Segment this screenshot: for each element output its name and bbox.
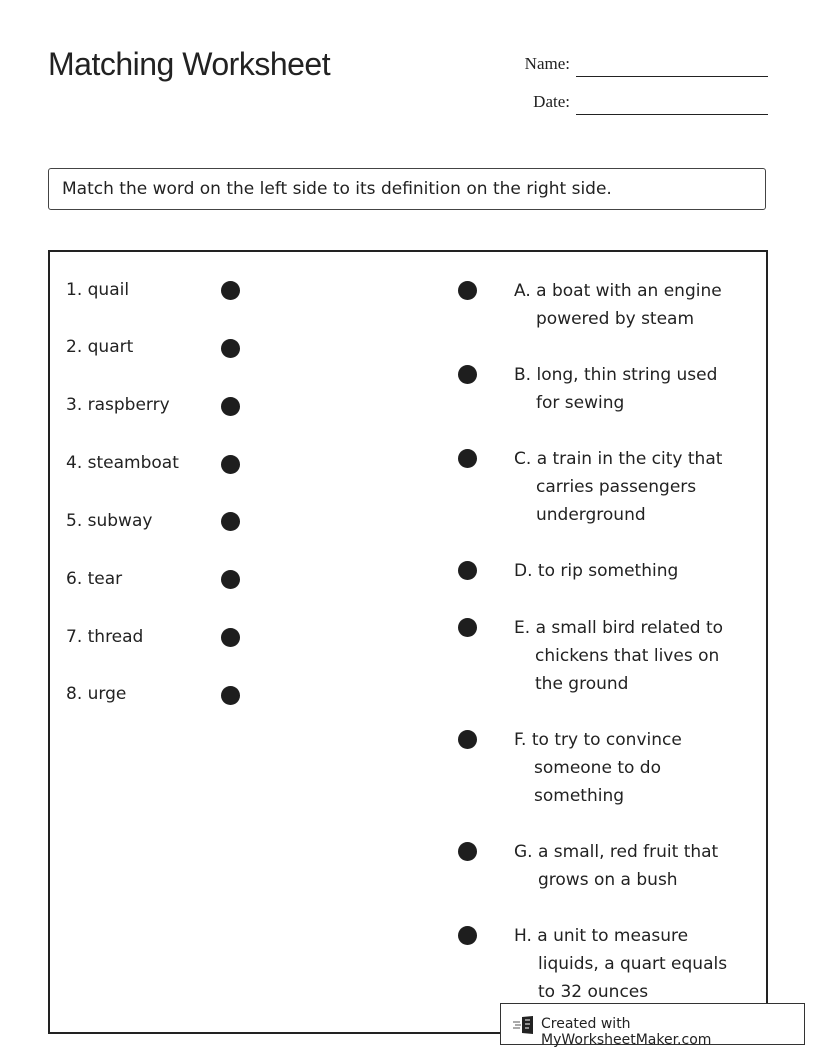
word-match-dot[interactable] [221,628,240,647]
word-item: 6. tear [66,569,123,589]
page-title: Matching Worksheet [48,46,331,82]
worksheet-maker-logo-icon [513,1015,535,1035]
definition-item: H. a unit to measure liquids, a quart equals to 32 ounces [514,926,728,1002]
word-item: 2. quart [66,337,134,357]
word-item: 3. raspberry [66,395,170,415]
definition-item: B. long, thin string used for sewing [514,365,718,413]
word-item: 8. urge [66,684,127,704]
definition-item: E. a small bird related to chickens that lives on the ground [514,618,724,694]
word-item: 7. thread [66,627,144,647]
word-match-dot[interactable] [221,570,240,589]
definition-match-dot[interactable] [458,730,477,749]
definition-match-dot[interactable] [458,618,477,637]
definition-match-dot[interactable] [458,842,477,861]
date-label: Date: [533,92,570,111]
word-match-dot[interactable] [221,455,240,474]
definition-match-dot[interactable] [458,281,477,300]
definition-match-dot[interactable] [458,449,477,468]
definition-item: C. a train in the city that carries passengers underground [514,449,723,525]
name-input-line[interactable] [576,76,768,77]
word-match-dot[interactable] [221,512,240,531]
definition-match-dot[interactable] [458,561,477,580]
word-match-dot[interactable] [221,281,240,300]
definition-match-dot[interactable] [458,926,477,945]
word-match-dot[interactable] [221,397,240,416]
footer-badge[interactable] [500,1003,805,1048]
definition-item: G. a small, red fruit that grows on a bush [514,842,719,890]
instructions-text: Match the word on the left side to its definition on the right side. [62,179,612,199]
word-match-dot[interactable] [221,686,240,705]
word-item: 1. quail [66,280,130,300]
word-item: 4. steamboat [66,453,179,473]
word-item: 5. subway [66,511,153,531]
date-input-line[interactable] [576,114,768,115]
footer-text: Created with MyWorksheetMaker.com [541,1016,712,1048]
definition-match-dot[interactable] [458,365,477,384]
date-field [470,92,570,112]
word-match-dot[interactable] [221,339,240,358]
name-label: Name: [524,54,570,73]
name-field [470,54,570,74]
definition-item: A. a boat with an engine powered by steam [514,281,722,329]
instructions-box [48,168,766,210]
definition-item: D. to rip something [514,561,679,581]
definition-item: F. to try to convince someone to do something [514,730,682,806]
